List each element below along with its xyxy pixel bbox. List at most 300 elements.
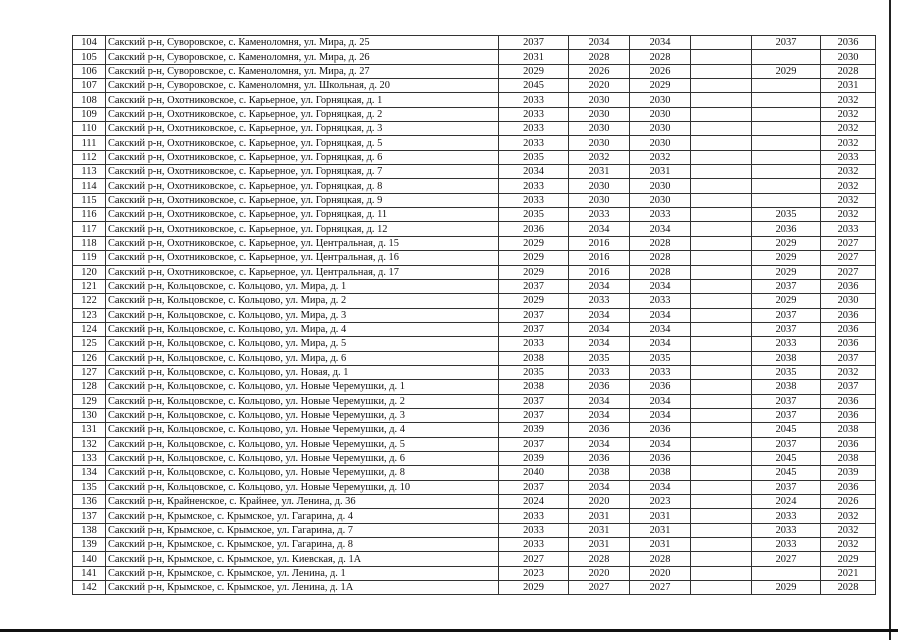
year-cell-3: 2031 <box>630 165 691 179</box>
year-cell-6: 2028 <box>821 64 876 78</box>
address-cell: Сакский р-н, Кольцовское, с. Кольцово, ул. Новые Черемушки, д. 8 <box>106 466 499 480</box>
year-cell-5 <box>752 93 821 107</box>
year-cell-5 <box>752 566 821 580</box>
year-cell-2: 2031 <box>569 509 630 523</box>
year-cell-1: 2033 <box>499 136 569 150</box>
year-cell-1: 2037 <box>499 480 569 494</box>
scan-right-edge <box>889 0 891 640</box>
year-cell-5: 2029 <box>752 581 821 595</box>
year-cell-6: 2032 <box>821 523 876 537</box>
address-cell: Сакский р-н, Охотниковское, с. Карьерное, ул. Горняцкая, д. 2 <box>106 107 499 121</box>
year-cell-3: 2028 <box>630 236 691 250</box>
table-row <box>73 380 876 394</box>
year-cell-1: 2033 <box>499 523 569 537</box>
year-cell-5: 2037 <box>752 480 821 494</box>
year-cell-4 <box>691 322 752 336</box>
year-cell-4 <box>691 222 752 236</box>
year-cell-4 <box>691 351 752 365</box>
year-cell-1: 2033 <box>499 179 569 193</box>
year-cell-2: 2032 <box>569 150 630 164</box>
year-cell-4 <box>691 193 752 207</box>
table-row <box>73 451 876 465</box>
year-cell-3: 2028 <box>630 251 691 265</box>
year-cell-4 <box>691 566 752 580</box>
year-cell-1: 2037 <box>499 322 569 336</box>
address-cell: Сакский р-н, Крымское, с. Крымское, ул. Гагарина, д. 8 <box>106 538 499 552</box>
year-cell-2: 2030 <box>569 193 630 207</box>
year-cell-6: 2032 <box>821 538 876 552</box>
year-cell-4 <box>691 107 752 121</box>
year-cell-4 <box>691 365 752 379</box>
year-cell-6: 2032 <box>821 136 876 150</box>
year-cell-5 <box>752 193 821 207</box>
year-cell-6: 2032 <box>821 365 876 379</box>
year-cell-1: 2023 <box>499 566 569 580</box>
year-cell-4 <box>691 437 752 451</box>
year-cell-2: 2016 <box>569 236 630 250</box>
row-number: 107 <box>73 79 106 93</box>
year-cell-4 <box>691 581 752 595</box>
year-cell-1: 2033 <box>499 509 569 523</box>
year-cell-3: 2033 <box>630 365 691 379</box>
year-cell-6: 2032 <box>821 193 876 207</box>
year-cell-5: 2037 <box>752 437 821 451</box>
year-cell-5: 2033 <box>752 509 821 523</box>
year-cell-6: 2036 <box>821 437 876 451</box>
year-cell-2: 2030 <box>569 93 630 107</box>
year-cell-5 <box>752 136 821 150</box>
table-row <box>73 495 876 509</box>
address-cell: Сакский р-н, Крымское, с. Крымское, ул. Гагарина, д. 4 <box>106 509 499 523</box>
year-cell-3: 2036 <box>630 451 691 465</box>
year-cell-5: 2029 <box>752 265 821 279</box>
year-cell-4 <box>691 495 752 509</box>
year-cell-6: 2027 <box>821 265 876 279</box>
year-cell-2: 2035 <box>569 351 630 365</box>
table-row <box>73 150 876 164</box>
year-cell-3: 2029 <box>630 79 691 93</box>
year-cell-2: 2034 <box>569 337 630 351</box>
year-cell-6: 2036 <box>821 36 876 50</box>
year-cell-4 <box>691 408 752 422</box>
year-cell-5: 2038 <box>752 351 821 365</box>
year-cell-6: 2038 <box>821 423 876 437</box>
address-cell: Сакский р-н, Охотниковское, с. Карьерное, ул. Горняцкая, д. 5 <box>106 136 499 150</box>
year-cell-1: 2029 <box>499 236 569 250</box>
year-cell-4 <box>691 122 752 136</box>
row-number: 109 <box>73 107 106 121</box>
year-cell-4 <box>691 523 752 537</box>
year-cell-5: 2035 <box>752 208 821 222</box>
year-cell-6: 2032 <box>821 179 876 193</box>
year-cell-4 <box>691 480 752 494</box>
year-cell-5: 2033 <box>752 538 821 552</box>
table-row <box>73 365 876 379</box>
address-cell: Сакский р-н, Охотниковское, с. Карьерное, ул. Центральная, д. 17 <box>106 265 499 279</box>
address-cell: Сакский р-н, Крымское, с. Крымское, ул. Гагарина, д. 7 <box>106 523 499 537</box>
year-cell-5: 2045 <box>752 423 821 437</box>
year-cell-1: 2037 <box>499 36 569 50</box>
table-row <box>73 107 876 121</box>
year-cell-5: 2033 <box>752 337 821 351</box>
year-cell-2: 2034 <box>569 437 630 451</box>
year-cell-6: 2036 <box>821 308 876 322</box>
row-number: 140 <box>73 552 106 566</box>
year-cell-6: 2037 <box>821 351 876 365</box>
year-cell-3: 2034 <box>630 308 691 322</box>
year-cell-4 <box>691 50 752 64</box>
year-cell-6: 2036 <box>821 394 876 408</box>
row-number: 121 <box>73 279 106 293</box>
address-cell: Сакский р-н, Кольцовское, с. Кольцово, ул. Мира, д. 6 <box>106 351 499 365</box>
year-cell-1: 2037 <box>499 308 569 322</box>
year-cell-3: 2034 <box>630 394 691 408</box>
year-cell-5 <box>752 165 821 179</box>
table-row <box>73 79 876 93</box>
year-cell-2: 2036 <box>569 451 630 465</box>
row-number: 138 <box>73 523 106 537</box>
address-cell: Сакский р-н, Крымское, с. Крымское, ул. Ленина, д. 1А <box>106 581 499 595</box>
year-cell-4 <box>691 265 752 279</box>
year-cell-2: 2031 <box>569 538 630 552</box>
table-row <box>73 423 876 437</box>
address-cell: Сакский р-н, Кольцовское, с. Кольцово, ул. Новые Черемушки, д. 6 <box>106 451 499 465</box>
year-cell-2: 2026 <box>569 64 630 78</box>
year-cell-2: 2027 <box>569 581 630 595</box>
table-row <box>73 193 876 207</box>
year-cell-1: 2045 <box>499 79 569 93</box>
row-number: 114 <box>73 179 106 193</box>
year-cell-3: 2026 <box>630 64 691 78</box>
year-cell-4 <box>691 208 752 222</box>
row-number: 110 <box>73 122 106 136</box>
year-cell-5 <box>752 179 821 193</box>
year-cell-2: 2034 <box>569 279 630 293</box>
row-number: 106 <box>73 64 106 78</box>
table-row <box>73 294 876 308</box>
table-row <box>73 251 876 265</box>
year-cell-4 <box>691 308 752 322</box>
table-row <box>73 509 876 523</box>
year-cell-3: 2036 <box>630 423 691 437</box>
year-cell-3: 2038 <box>630 466 691 480</box>
year-cell-4 <box>691 36 752 50</box>
year-cell-5: 2027 <box>752 552 821 566</box>
table-row <box>73 322 876 336</box>
table-row <box>73 36 876 50</box>
row-number: 125 <box>73 337 106 351</box>
year-cell-2: 2034 <box>569 36 630 50</box>
row-number: 124 <box>73 322 106 336</box>
table-row <box>73 136 876 150</box>
row-number: 141 <box>73 566 106 580</box>
year-cell-2: 2036 <box>569 423 630 437</box>
table-row <box>73 165 876 179</box>
year-cell-6: 2027 <box>821 251 876 265</box>
year-cell-1: 2039 <box>499 423 569 437</box>
year-cell-1: 2035 <box>499 150 569 164</box>
address-cell: Сакский р-н, Кольцовское, с. Кольцово, ул. Новые Черемушки, д. 1 <box>106 380 499 394</box>
address-cell: Сакский р-н, Охотниковское, с. Карьерное, ул. Горняцкая, д. 6 <box>106 150 499 164</box>
year-cell-5: 2045 <box>752 466 821 480</box>
year-cell-6: 2036 <box>821 337 876 351</box>
address-cell: Сакский р-н, Крайненское, с. Крайнее, ул. Ленина, д. 36 <box>106 495 499 509</box>
year-cell-1: 2033 <box>499 107 569 121</box>
address-cell: Сакский р-н, Охотниковское, с. Карьерное, ул. Горняцкая, д. 9 <box>106 193 499 207</box>
address-cell: Сакский р-н, Охотниковское, с. Карьерное, ул. Горняцкая, д. 3 <box>106 122 499 136</box>
address-cell: Сакский р-н, Охотниковское, с. Карьерное, ул. Горняцкая, д. 11 <box>106 208 499 222</box>
address-cell: Сакский р-н, Суворовское, с. Каменоломня, ул. Мира, д. 25 <box>106 36 499 50</box>
year-cell-5: 2045 <box>752 451 821 465</box>
year-cell-1: 2029 <box>499 265 569 279</box>
year-cell-4 <box>691 165 752 179</box>
table-body <box>73 36 876 595</box>
table-row <box>73 566 876 580</box>
table-row <box>73 64 876 78</box>
year-cell-6: 2028 <box>821 581 876 595</box>
year-cell-3: 2030 <box>630 179 691 193</box>
year-cell-2: 2034 <box>569 308 630 322</box>
address-cell: Сакский р-н, Кольцовское, с. Кольцово, ул. Новые Черемушки, д. 2 <box>106 394 499 408</box>
row-number: 113 <box>73 165 106 179</box>
year-cell-3: 2032 <box>630 150 691 164</box>
row-number: 133 <box>73 451 106 465</box>
year-cell-1: 2040 <box>499 466 569 480</box>
row-number: 129 <box>73 394 106 408</box>
year-cell-4 <box>691 251 752 265</box>
address-cell: Сакский р-н, Кольцовское, с. Кольцово, ул. Мира, д. 4 <box>106 322 499 336</box>
row-number: 128 <box>73 380 106 394</box>
table-row <box>73 394 876 408</box>
year-cell-3: 2023 <box>630 495 691 509</box>
year-cell-5: 2029 <box>752 251 821 265</box>
row-number: 117 <box>73 222 106 236</box>
year-cell-6: 2036 <box>821 480 876 494</box>
year-cell-2: 2034 <box>569 322 630 336</box>
year-cell-5: 2037 <box>752 408 821 422</box>
table-row <box>73 523 876 537</box>
year-cell-3: 2028 <box>630 50 691 64</box>
year-cell-2: 2030 <box>569 107 630 121</box>
year-cell-6: 2032 <box>821 208 876 222</box>
year-cell-5 <box>752 122 821 136</box>
year-cell-2: 2034 <box>569 480 630 494</box>
year-cell-6: 2032 <box>821 122 876 136</box>
year-cell-1: 2037 <box>499 394 569 408</box>
year-cell-6: 2033 <box>821 222 876 236</box>
address-cell: Сакский р-н, Кольцовское, с. Кольцово, ул. Новые Черемушки, д. 5 <box>106 437 499 451</box>
year-cell-5 <box>752 150 821 164</box>
year-cell-4 <box>691 150 752 164</box>
table-row <box>73 265 876 279</box>
year-cell-6: 2033 <box>821 150 876 164</box>
year-cell-2: 2038 <box>569 466 630 480</box>
year-cell-2: 2031 <box>569 523 630 537</box>
year-cell-2: 2016 <box>569 251 630 265</box>
year-cell-1: 2031 <box>499 50 569 64</box>
year-cell-4 <box>691 279 752 293</box>
year-cell-3: 2030 <box>630 93 691 107</box>
address-cell: Сакский р-н, Кольцовское, с. Кольцово, ул. Мира, д. 2 <box>106 294 499 308</box>
table-row <box>73 308 876 322</box>
year-cell-1: 2029 <box>499 581 569 595</box>
year-cell-4 <box>691 451 752 465</box>
year-cell-1: 2038 <box>499 351 569 365</box>
year-cell-6: 2038 <box>821 451 876 465</box>
year-cell-6: 2030 <box>821 50 876 64</box>
address-cell: Сакский р-н, Охотниковское, с. Карьерное, ул. Горняцкая, д. 8 <box>106 179 499 193</box>
year-cell-5: 2037 <box>752 394 821 408</box>
year-cell-4 <box>691 179 752 193</box>
row-number: 139 <box>73 538 106 552</box>
year-cell-4 <box>691 294 752 308</box>
year-cell-3: 2020 <box>630 566 691 580</box>
year-cell-1: 2037 <box>499 437 569 451</box>
year-cell-3: 2036 <box>630 380 691 394</box>
year-cell-5 <box>752 79 821 93</box>
year-cell-1: 2024 <box>499 495 569 509</box>
year-cell-3: 2034 <box>630 408 691 422</box>
year-cell-6: 2021 <box>821 566 876 580</box>
year-cell-6: 2029 <box>821 552 876 566</box>
year-cell-6: 2032 <box>821 165 876 179</box>
table-row <box>73 480 876 494</box>
table-row <box>73 50 876 64</box>
year-cell-2: 2028 <box>569 50 630 64</box>
row-number: 130 <box>73 408 106 422</box>
year-cell-1: 2037 <box>499 408 569 422</box>
row-number: 120 <box>73 265 106 279</box>
year-cell-1: 2036 <box>499 222 569 236</box>
year-cell-5: 2036 <box>752 222 821 236</box>
year-cell-5: 2038 <box>752 380 821 394</box>
year-cell-2: 2030 <box>569 136 630 150</box>
table-row <box>73 93 876 107</box>
year-cell-5: 2037 <box>752 322 821 336</box>
year-cell-6: 2032 <box>821 107 876 121</box>
year-cell-2: 2034 <box>569 222 630 236</box>
row-number: 131 <box>73 423 106 437</box>
row-number: 142 <box>73 581 106 595</box>
year-cell-1: 2033 <box>499 538 569 552</box>
year-cell-1: 2039 <box>499 451 569 465</box>
year-cell-5: 2037 <box>752 36 821 50</box>
year-cell-3: 2030 <box>630 122 691 136</box>
year-cell-1: 2029 <box>499 251 569 265</box>
year-cell-3: 2031 <box>630 538 691 552</box>
year-cell-3: 2028 <box>630 265 691 279</box>
year-cell-2: 2030 <box>569 179 630 193</box>
table-row <box>73 208 876 222</box>
year-cell-2: 2034 <box>569 408 630 422</box>
year-cell-2: 2020 <box>569 79 630 93</box>
year-cell-2: 2030 <box>569 122 630 136</box>
address-cell: Сакский р-н, Суворовское, с. Каменоломня, ул. Мира, д. 26 <box>106 50 499 64</box>
year-cell-6: 2039 <box>821 466 876 480</box>
year-cell-3: 2030 <box>630 107 691 121</box>
year-cell-5: 2037 <box>752 308 821 322</box>
row-number: 134 <box>73 466 106 480</box>
year-cell-4 <box>691 236 752 250</box>
year-cell-1: 2027 <box>499 552 569 566</box>
year-cell-4 <box>691 552 752 566</box>
address-cell: Сакский р-н, Охотниковское, с. Карьерное, ул. Горняцкая, д. 1 <box>106 93 499 107</box>
year-cell-1: 2033 <box>499 193 569 207</box>
year-cell-5: 2029 <box>752 64 821 78</box>
year-cell-1: 2038 <box>499 380 569 394</box>
row-number: 137 <box>73 509 106 523</box>
year-cell-6: 2032 <box>821 93 876 107</box>
housing-repair-table <box>72 35 876 595</box>
row-number: 136 <box>73 495 106 509</box>
address-cell: Сакский р-н, Кольцовское, с. Кольцово, ул. Мира, д. 5 <box>106 337 499 351</box>
year-cell-4 <box>691 466 752 480</box>
year-cell-1: 2033 <box>499 337 569 351</box>
year-cell-2: 2033 <box>569 365 630 379</box>
year-cell-1: 2033 <box>499 93 569 107</box>
year-cell-3: 2034 <box>630 437 691 451</box>
year-cell-2: 2036 <box>569 380 630 394</box>
table-row <box>73 538 876 552</box>
address-cell: Сакский р-н, Крымское, с. Крымское, ул. Киевская, д. 1А <box>106 552 499 566</box>
year-cell-3: 2030 <box>630 193 691 207</box>
year-cell-2: 2020 <box>569 495 630 509</box>
year-cell-4 <box>691 337 752 351</box>
year-cell-5: 2029 <box>752 294 821 308</box>
address-cell: Сакский р-н, Кольцовское, с. Кольцово, ул. Мира, д. 3 <box>106 308 499 322</box>
year-cell-5: 2035 <box>752 365 821 379</box>
year-cell-1: 2037 <box>499 279 569 293</box>
row-number: 105 <box>73 50 106 64</box>
year-cell-5: 2029 <box>752 236 821 250</box>
year-cell-3: 2031 <box>630 509 691 523</box>
year-cell-4 <box>691 79 752 93</box>
year-cell-4 <box>691 394 752 408</box>
row-number: 126 <box>73 351 106 365</box>
row-number: 111 <box>73 136 106 150</box>
year-cell-6: 2030 <box>821 294 876 308</box>
table-row <box>73 236 876 250</box>
table-row <box>73 466 876 480</box>
year-cell-5: 2037 <box>752 279 821 293</box>
year-cell-2: 2033 <box>569 208 630 222</box>
year-cell-6: 2036 <box>821 408 876 422</box>
year-cell-6: 2036 <box>821 279 876 293</box>
year-cell-3: 2028 <box>630 552 691 566</box>
table-row <box>73 179 876 193</box>
address-cell: Сакский р-н, Суворовское, с. Каменоломня, ул. Мира, д. 27 <box>106 64 499 78</box>
year-cell-3: 2034 <box>630 279 691 293</box>
year-cell-1: 2035 <box>499 208 569 222</box>
address-cell: Сакский р-н, Крымское, с. Крымское, ул. Ленина, д. 1 <box>106 566 499 580</box>
row-number: 123 <box>73 308 106 322</box>
row-number: 127 <box>73 365 106 379</box>
address-cell: Сакский р-н, Охотниковское, с. Карьерное, ул. Центральная, д. 15 <box>106 236 499 250</box>
year-cell-6: 2026 <box>821 495 876 509</box>
address-cell: Сакский р-н, Охотниковское, с. Карьерное, ул. Центральная, д. 16 <box>106 251 499 265</box>
year-cell-5: 2024 <box>752 495 821 509</box>
row-number: 122 <box>73 294 106 308</box>
year-cell-4 <box>691 64 752 78</box>
year-cell-3: 2034 <box>630 322 691 336</box>
table-row <box>73 408 876 422</box>
year-cell-3: 2034 <box>630 222 691 236</box>
year-cell-1: 2034 <box>499 165 569 179</box>
row-number: 135 <box>73 480 106 494</box>
year-cell-3: 2027 <box>630 581 691 595</box>
year-cell-5 <box>752 107 821 121</box>
year-cell-3: 2030 <box>630 136 691 150</box>
